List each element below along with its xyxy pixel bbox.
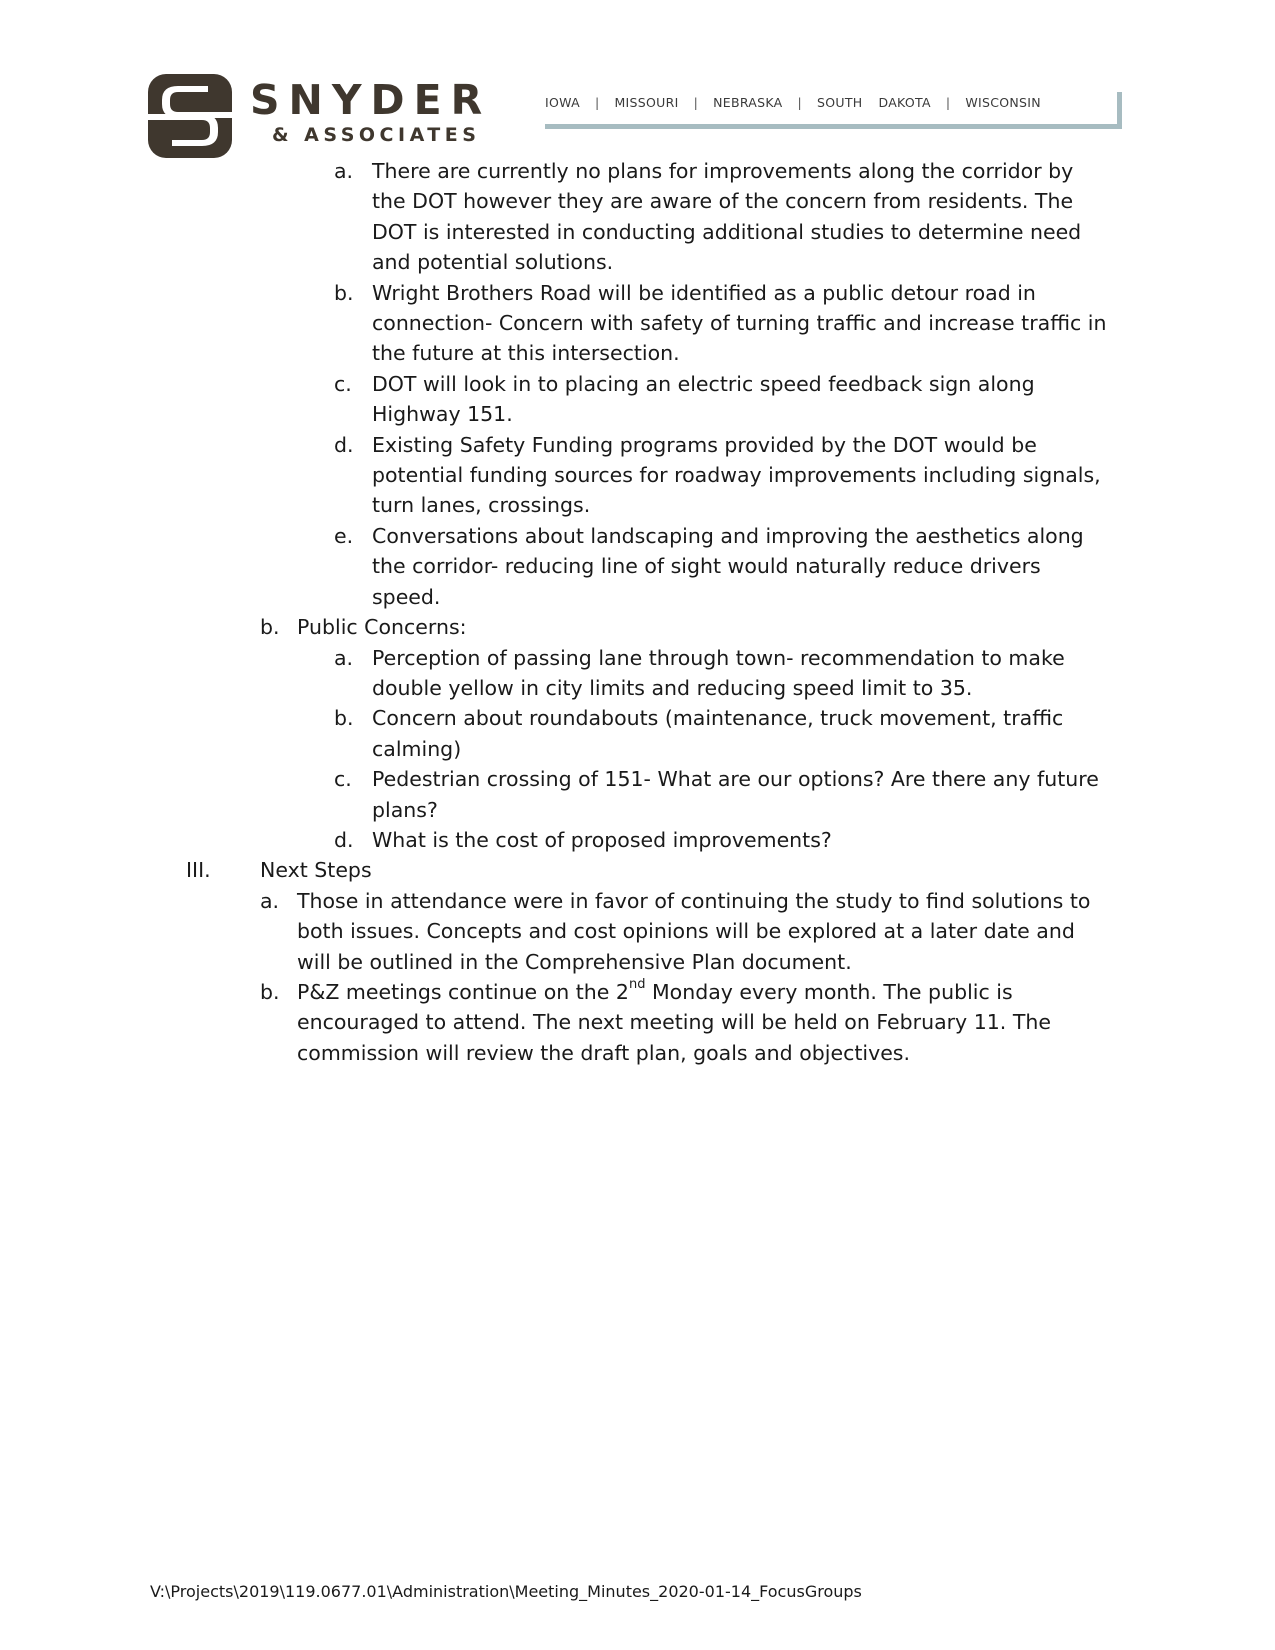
state-label: SOUTH (817, 95, 863, 110)
list-marker: III. (186, 858, 211, 883)
list-item-text: Wright Brothers Road will be identified as a public detour road in connection- Concern with safety of turning traffic and increase traffic in the future at this intersection. (372, 280, 1107, 366)
section-heading-next-steps (0, 855, 1060, 885)
list-item (0, 703, 1112, 764)
brand-subtitle: & ASSOCIATES (272, 124, 481, 146)
list-marker: b. (334, 280, 354, 305)
company-logo (148, 74, 232, 158)
list-marker: b. (260, 615, 280, 640)
list-item-text: Concern about roundabouts (maintenance, truck movement, traffic calming) (372, 706, 1064, 761)
section-heading-text: Next Steps (260, 858, 372, 883)
list-marker: c. (334, 767, 352, 792)
state-separator: | (594, 95, 600, 110)
list-item (0, 430, 1112, 521)
list-marker: a. (334, 645, 354, 670)
list-item (0, 977, 1097, 1068)
superscript: nd (628, 977, 646, 993)
list-item (0, 764, 1112, 825)
state-separator: | (945, 95, 951, 110)
list-marker: c. (334, 371, 352, 396)
list-item-text: Conversations about landscaping and improving the aesthetics along the corridor- reducing line of sight would naturally reduce drivers speed. (372, 523, 1084, 609)
list-item (0, 825, 1112, 855)
list-item-text: Perception of passing lane through town- recommendation to make double yellow in city limits and reducing speed limit to 35. (372, 645, 1065, 700)
list-item (0, 278, 1112, 369)
state-label: WISCONSIN (965, 95, 1041, 110)
list-item-text: Those in attendance were in favor of continuing the study to find solutions to both issues. Concepts and cost opinions will be explored at a later date and will be outlined in the Comprehensive Plan document. (297, 888, 1091, 974)
brand-name: SNYDER (250, 76, 492, 124)
list-item (0, 156, 1112, 278)
state-label: IOWA (545, 95, 580, 110)
list-marker: d. (334, 827, 354, 852)
list-item-text: Pedestrian crossing of 151- What are our options? Are there any future plans? (372, 767, 1099, 822)
list-item (0, 369, 1112, 430)
state-label: DAKOTA (878, 95, 931, 110)
state-label: MISSOURI (614, 95, 679, 110)
state-separator: | (797, 95, 803, 110)
minutes-body (0, 156, 1275, 1068)
section-heading-public-concerns (0, 612, 1097, 642)
list-marker: a. (260, 888, 280, 913)
state-label: NEBRASKA (713, 95, 783, 110)
text-part: P&Z meetings continue on the 2 (297, 979, 629, 1004)
list-item (0, 643, 1112, 704)
footer-file-path: V:\Projects\2019\119.0677.01\Administration\Meeting_Minutes_2020-01-14_FocusGroups (150, 1582, 862, 1601)
list-item-text: DOT will look in to placing an electric speed feedback sign along Highway 151. (372, 371, 1035, 427)
list-item-text (297, 977, 1051, 1065)
logo-s-icon (148, 74, 232, 158)
states-list (545, 95, 1041, 110)
list-item (0, 521, 1112, 612)
list-marker: b. (260, 979, 280, 1004)
state-separator: | (693, 95, 699, 110)
text-part: Monday every month. The public is encouraged to attend. The next meeting will be held on February 11. The commission will review the draft plan, goals and objectives. (297, 979, 1051, 1065)
list-item-text: What is the cost of proposed improvements? (372, 827, 832, 852)
section-heading-text: Public Concerns: (297, 615, 467, 640)
list-item-text: There are currently no plans for improvements along the corridor by the DOT however they are aware of the concern from residents. The DOT is interested in conducting additional studies to determine need and potential solutions. (372, 159, 1082, 275)
list-marker: a. (334, 159, 354, 183)
list-marker: d. (334, 432, 354, 457)
list-marker: b. (334, 706, 354, 731)
states-bar (545, 92, 1122, 129)
list-item (0, 886, 1097, 977)
list-marker: e. (334, 523, 354, 548)
list-item-text: Existing Safety Funding programs provided by the DOT would be potential funding sources for roadway improvements including signals, turn lanes, crossings. (372, 432, 1101, 518)
